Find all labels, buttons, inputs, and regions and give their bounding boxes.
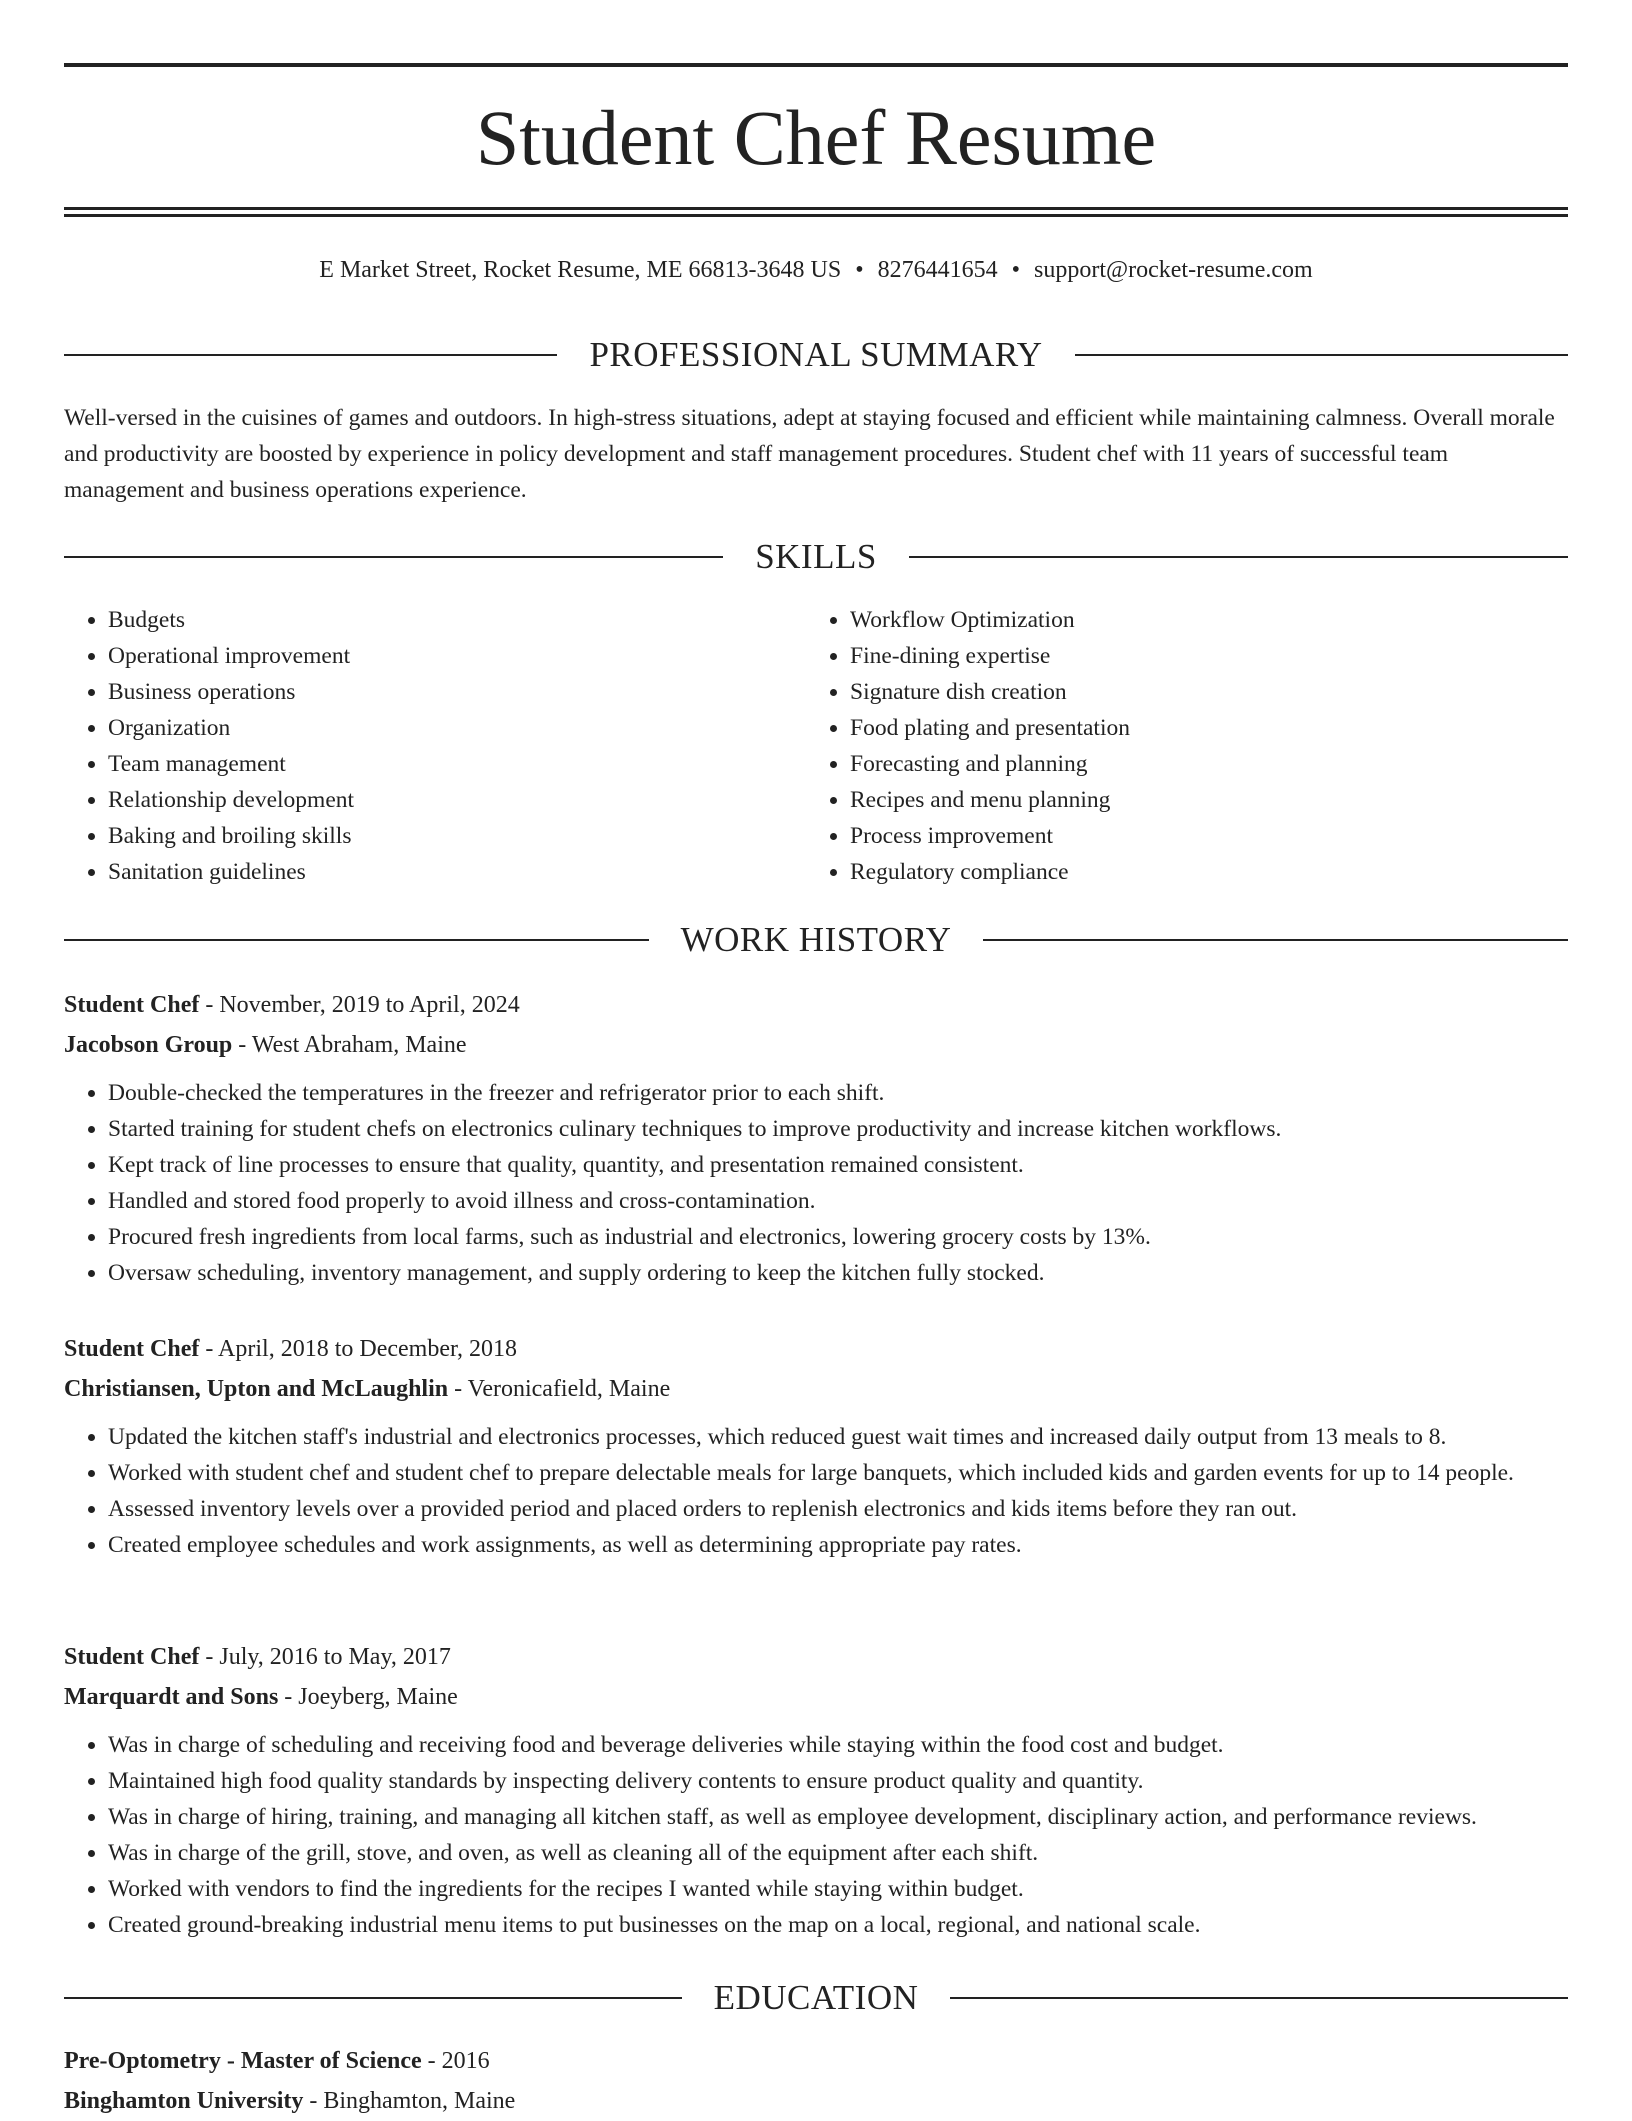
job-bullet: • Kept track of line processes to ensure that quality, quantity, and presentation remained consistent. [108,1147,1568,1183]
contact-separator: • [1011,257,1021,283]
job-dates: - November, 2019 to April, 2024 [205,992,520,1018]
job-title: Student Chef [64,1336,200,1362]
job-title-line [64,1329,1568,1369]
job-bullet: • Started training for student chefs on electronics culinary techniques to improve productivity and increase kitchen workflows. [108,1111,1568,1147]
job-entry [64,1637,1568,1943]
contact-address: E Market Street, Rocket Resume, ME 66813-3648 US [319,257,842,283]
education-entry [64,2041,1568,2121]
top-rule [64,63,1568,67]
title-double-rule [64,207,1568,217]
skill-item: • Relationship development [108,782,806,818]
section-title: PROFESSIONAL SUMMARY [589,335,1043,374]
contact-email: support@rocket-resume.com [1034,257,1313,283]
skill-item: • Forecasting and planning [850,746,1548,782]
job-title: Student Chef [64,992,200,1018]
contact-phone: 8276441654 [877,257,998,283]
job-company-line [64,1369,1568,1409]
skill-item: • Regulatory compliance [850,854,1548,890]
section-heading-education [64,1976,1568,2020]
section-title: EDUCATION [713,1978,919,2017]
job-location: - Joeyberg, Maine [284,1684,458,1710]
section-title: WORK HISTORY [680,920,952,959]
skill-item: • Operational improvement [108,638,806,674]
education-school: Binghamton University [64,2088,304,2114]
job-title-line [64,985,1568,1025]
section-heading-work [64,918,1568,962]
skill-item: • Organization [108,710,806,746]
page-title: Student Chef Resume [475,94,1157,181]
skill-item: • Recipes and menu planning [850,782,1548,818]
skill-item: • Team management [108,746,806,782]
job-bullet: • Maintained high food quality standards by inspecting delivery contents to ensure product quality and quantity. [108,1763,1568,1799]
section-heading-skills [64,535,1568,579]
job-bullet: • Updated the kitchen staff's industrial and electronics processes, which reduced guest wait times and increased daily output from 13 meals to 8. [108,1419,1568,1455]
heading-rule [64,1997,682,1999]
job-title-line [64,1637,1568,1677]
heading-rule [983,939,1568,941]
summary-text: Well-versed in the cuisines of games and outdoors. In high-stress situations, adept at staying focused and efficient while maintaining calmness. Overall morale and productivity are boosted by experience in policy development and staff management procedures. Student chef with 11 years of successful team management and business operations experience. [64,405,1555,503]
heading-rule [909,556,1568,558]
job-bullet: • Was in charge of hiring, training, and managing all kitchen staff, as well as employee development, disciplinary action, and performance reviews. [108,1799,1568,1835]
job-bullet: • Worked with student chef and student chef to prepare delectable meals for large banquets, which included kids and garden events for up to 14 people. [108,1455,1568,1491]
heading-rule [64,354,557,356]
job-bullet: • Created employee schedules and work assignments, as well as determining appropriate pay rates. [108,1527,1568,1563]
education-school-line [64,2081,1568,2121]
job-bullet: • Created ground-breaking industrial menu items to put businesses on the map on a local, regional, and national scale. [108,1907,1568,1943]
job-location: - Veronicafield, Maine [454,1376,671,1402]
job-entry [64,1329,1568,1563]
section-heading-summary [64,333,1568,377]
job-dates: - July, 2016 to May, 2017 [205,1644,451,1670]
job-bullet: • Oversaw scheduling, inventory management, and supply ordering to keep the kitchen fully stocked. [108,1255,1568,1291]
job-company: Jacobson Group [64,1032,233,1058]
job-bullet: • Double-checked the temperatures in the freezer and refrigerator prior to each shift. [108,1075,1568,1111]
heading-rule [1075,354,1568,356]
skills-grid [64,602,1568,890]
job-company-line [64,1677,1568,1717]
skills-column-right [806,602,1548,890]
education-degree: Pre-Optometry - Master of Science [64,2048,422,2074]
skill-item: • Sanitation guidelines [108,854,806,890]
education-location: - Binghamton, Maine [309,2088,516,2114]
heading-rule [64,939,649,941]
job-title: Student Chef [64,1644,200,1670]
skill-item: • Business operations [108,674,806,710]
job-bullet: • Handled and stored food properly to avoid illness and cross-contamination. [108,1183,1568,1219]
skill-item: • Baking and broiling skills [108,818,806,854]
job-location: - West Abraham, Maine [238,1032,467,1058]
skill-item: • Process improvement [850,818,1548,854]
heading-rule [950,1997,1568,1999]
skills-column-left [64,602,806,890]
job-bullet: • Worked with vendors to find the ingredients for the recipes I wanted while staying within budget. [108,1871,1568,1907]
section-title: SKILLS [755,537,877,576]
education-year: - 2016 [427,2048,490,2074]
job-bullets [64,1419,1568,1563]
job-company-line [64,1025,1568,1065]
job-bullet: • Was in charge of scheduling and receiving food and beverage deliveries while staying within the food cost and budget. [108,1727,1568,1763]
education-degree-line [64,2041,1568,2081]
job-company: Christiansen, Upton and McLaughlin [64,1376,449,1402]
contact-line [64,254,1568,286]
skill-item: • Workflow Optimization [850,602,1548,638]
contact-separator: • [855,257,864,283]
skill-item: • Signature dish creation [850,674,1548,710]
skill-item: • Fine-dining expertise [850,638,1548,674]
job-dates: - April, 2018 to December, 2018 [205,1336,517,1362]
job-bullets [64,1727,1568,1943]
job-company: Marquardt and Sons [64,1684,279,1710]
job-entry [64,985,1568,1291]
heading-rule [64,556,723,558]
job-bullet: • Assessed inventory levels over a provided period and placed orders to replenish electronics and kids items before they ran out. [108,1491,1568,1527]
job-bullets [64,1075,1568,1291]
job-bullet: • Was in charge of the grill, stove, and oven, as well as cleaning all of the equipment after each shift. [108,1835,1568,1871]
skill-item: • Budgets [108,602,806,638]
job-bullet: • Procured fresh ingredients from local farms, such as industrial and electronics, lowering grocery costs by 13%. [108,1219,1568,1255]
skill-item: • Food plating and presentation [850,710,1548,746]
